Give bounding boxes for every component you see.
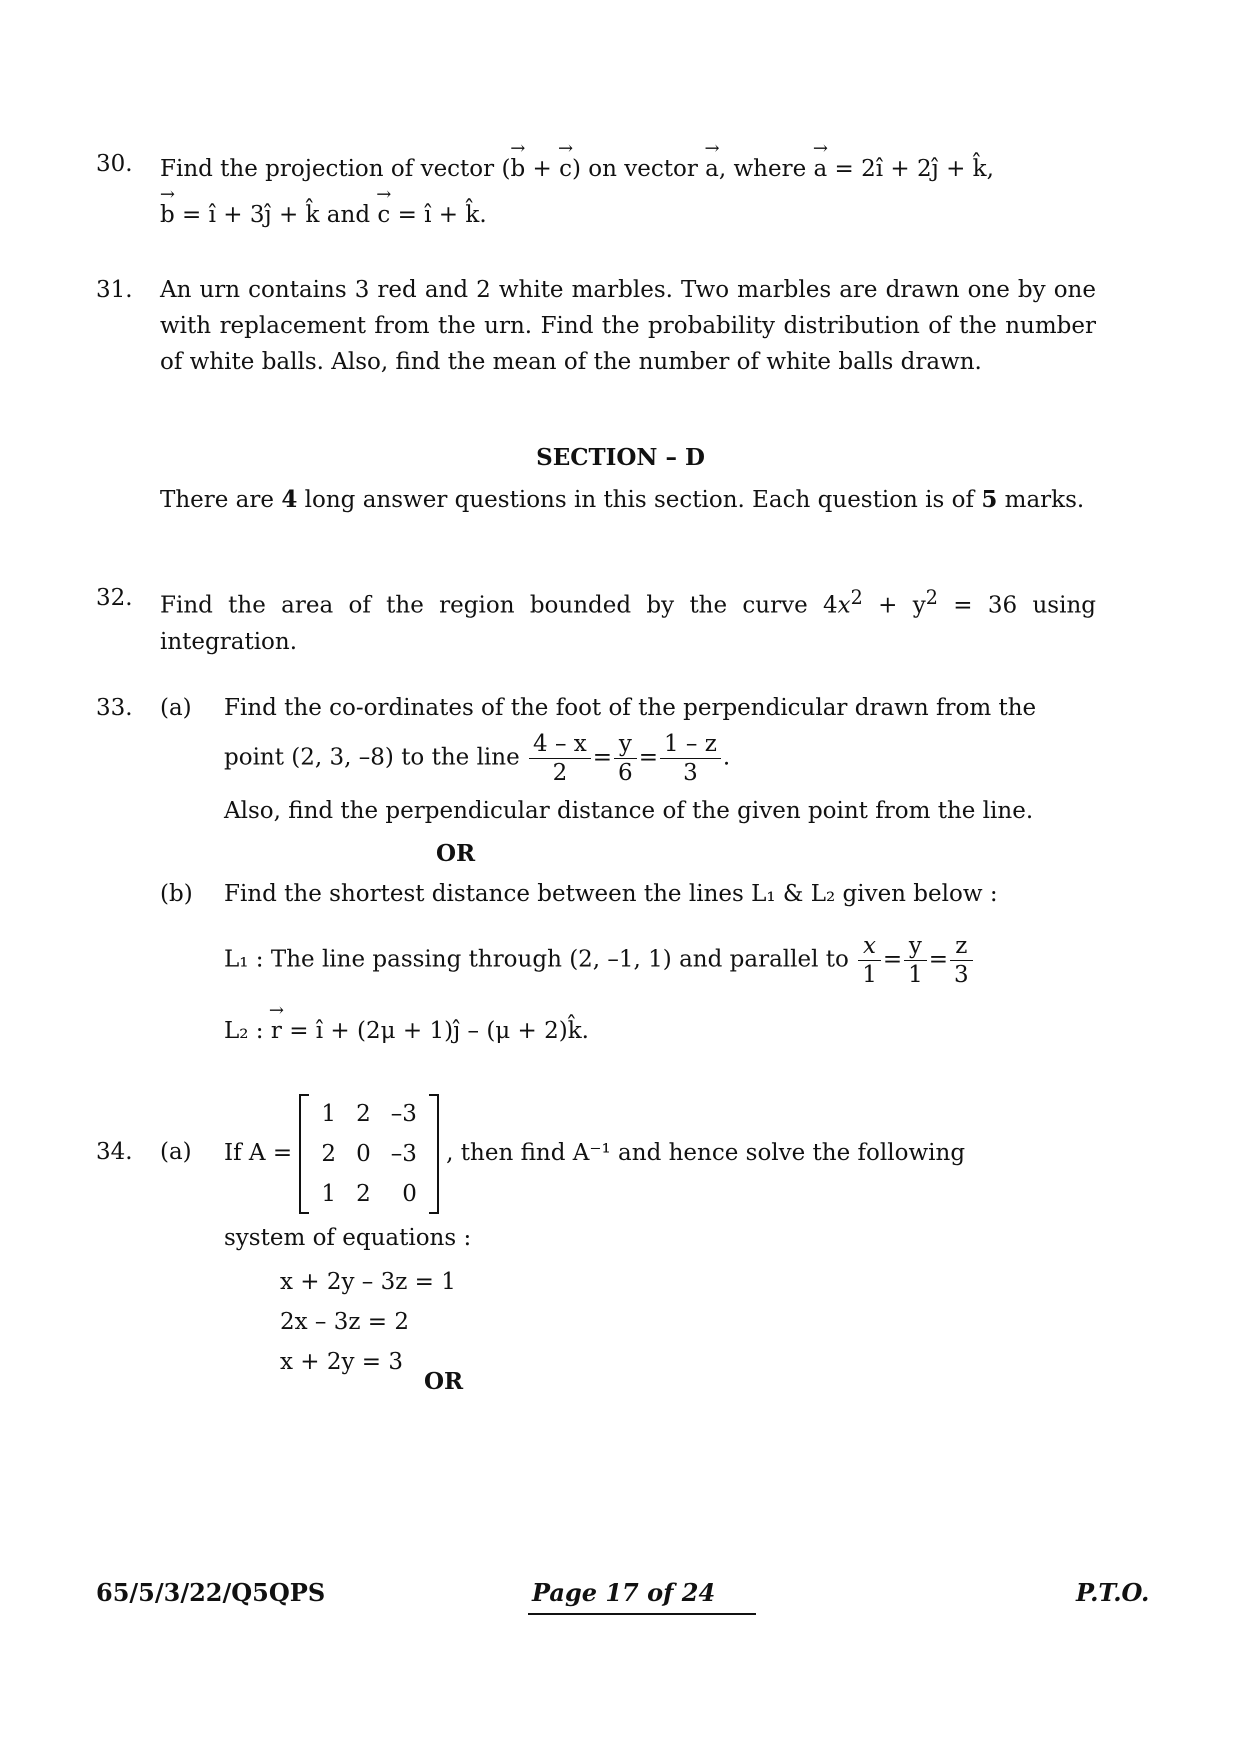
page-number: Page 17 of 24 [528, 1575, 756, 1615]
part-a-text: Find the co-ordinates of the foot of the perpendicular drawn from the point (2, 3, –8) to the line $\frac{4 - x}{2}$ = $\frac{y}{6}$ = $\frac{1 - z}{3}$ . Also, find the perpendicular distance of the given point from the line. [224, 695, 1037, 824]
paper-code: 65/5/3/22/Q5QPS [96, 1578, 326, 1607]
question-32 [96, 580, 1096, 660]
part-b-label: (b) [160, 881, 193, 907]
question-30 [96, 146, 1096, 238]
part-a-label: (a) [160, 1139, 192, 1165]
question-number: 34. [96, 1139, 133, 1165]
matrix-a: 1 2 –3 2 0 –3 1 2 0 [299, 1094, 438, 1214]
equation-system: x + 2y – 3z = 1 2x – 3z = 2 x + 2y = 3 [280, 1269, 456, 1375]
question-number: 32. [96, 585, 133, 611]
or-separator: OR [424, 1368, 464, 1395]
section-title: SECTION – D [536, 444, 705, 471]
question-text: An urn contains 3 red and 2 white marbles. Two marbles are drawn one by one with replacement from the urn. Find the probability distribution of the number of white balls. Also, find the mean of the number of white balls drawn. [160, 277, 1096, 375]
question-33 [96, 690, 1096, 1070]
part-a-label: (a) [160, 695, 192, 721]
section-intro: There are 4 long answer questions in this section. Each question is of 5 marks. [160, 486, 1085, 513]
question-number: 31. [96, 277, 133, 303]
fraction: $\frac{1 - z}{3}$ [660, 730, 721, 787]
question-text: Find the projection of vector (→ b + → c) on vector → a, where → a = 2î + 2ĵ + k̂, → b = î + 3ĵ + k̂ and → c = î + k̂. [160, 146, 1096, 238]
fraction: $\frac{y}{6}$ [614, 730, 637, 787]
part-b-text: Find the shortest distance between the lines L₁ & L₂ given below : L₁ : The line passing through (2, –1, 1) and parallel to $\frac{x}{1}$ = $\frac{y}{1}$ = $\frac{z}{3}$ L₂ : → r = î + (2μ + 1)ĵ – (μ + 2)k̂. [224, 876, 1104, 1049]
question-text: Find the area of the region bounded by the curve $4x^2 + y^2 = 36$ using integration. [160, 586, 1096, 655]
vector-c: → c [559, 146, 572, 192]
question-34: 34. (a) If A = 1 2 –3 2 0 –3 1 2 0 , then find A⁻¹ and hence solve the following system of equations : x + 2y – 3z = 1 2x – 3z = 2 x + 2y = 3 [96, 1094, 1096, 1394]
vector-a: → a [705, 146, 719, 192]
pto: P.T.O. [1076, 1578, 1150, 1607]
or-separator: OR [436, 840, 476, 867]
question-31 [96, 272, 1096, 380]
vector-b: → b [510, 146, 525, 192]
question-number: 30. [96, 151, 133, 177]
fraction: $\frac{4 - x}{2}$ [529, 730, 591, 787]
question-number: 33. [96, 695, 133, 721]
vector-r: → r [271, 1013, 282, 1049]
